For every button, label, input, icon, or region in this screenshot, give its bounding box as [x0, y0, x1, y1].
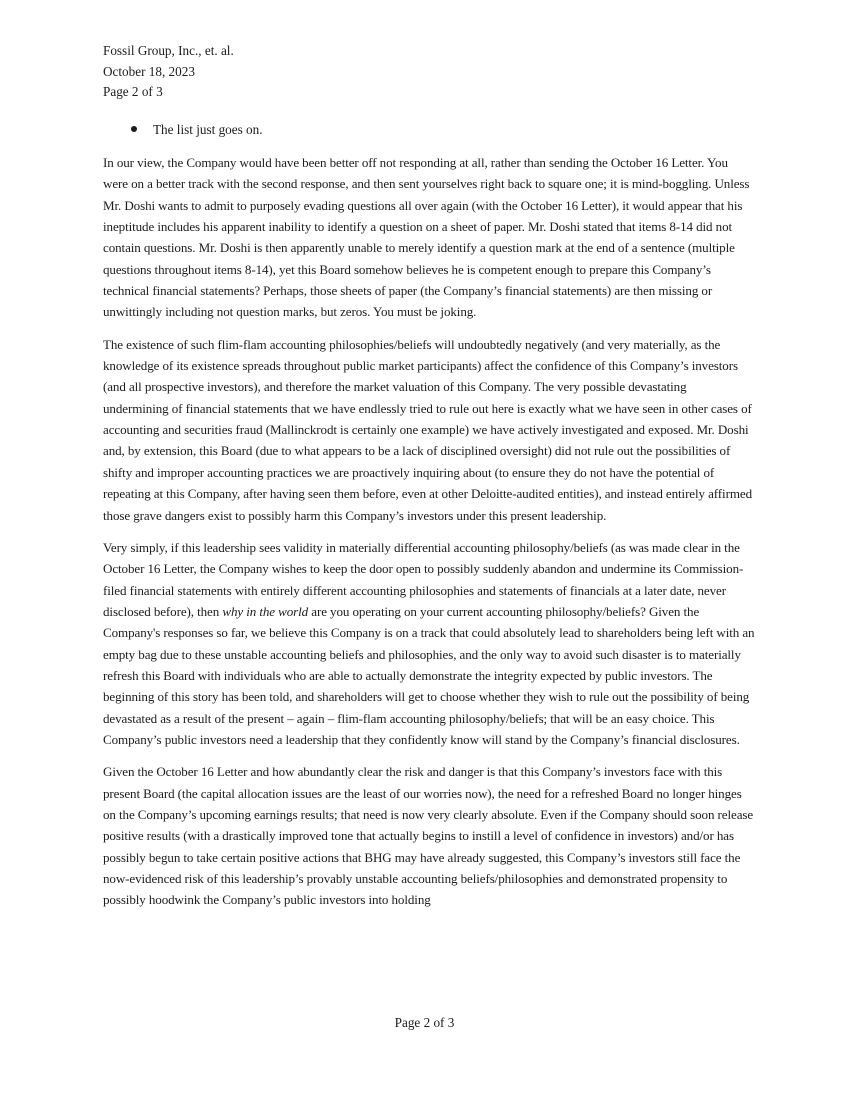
- addressee-company: Fossil Group, Inc., et. al.: [103, 43, 234, 58]
- paragraph-4: Given the October 16 Letter and how abundantly clear the risk and danger is that this Company’s investors face with this present Board (the capital allocation issues are the least of our worries now), the need for a refreshed Board no longer hinges on the Company’s upcoming earnings results; that need is now very clearly absolute. Even if the Company should soon release positive results (with a drastically improved tone that actually begins to instill a level of confidence in investors) and/or has possibly begun to take certain positive actions that BHG may have already suggested, this Company’s investors still face the now-evidenced risk of this leadership’s provably unstable accounting beliefs/philosophies and demonstrated propensity to possibly hoodwink the Company’s public investors into holding: [103, 764, 754, 908]
- bullet-icon: [131, 126, 137, 132]
- bullet-text: The list just goes on.: [153, 122, 263, 137]
- paragraph-3-italic-phrase: why in the world: [222, 603, 309, 619]
- paragraph-3: [103, 537, 755, 750]
- paragraph-2: The existence of such flim-flam accounting philosophies/beliefs will undoubtedly negatively (and very materially, as the knowledge of its existence spreads throughout public market participants) affect the confidence of this Company’s investors (and all prospective investors), and therefore the market valuation of this Company. The very possible devastating undermining of financial statements that we have endlessly tried to rule out here is exactly what we have seen in other cases of accounting and securities fraud (Mallinckrodt is certainly one example) we have actively investigated and exposed. Mr. Doshi and, by extension, this Board (due to what appears to be a lack of disciplined oversight) did not rule out the possibilities of shifty and improper accounting practices we are proactively inquiring about (to ensure they do not have the potential of repeating at this Company, after having seen them before, even at other Deloitte-audited entities), and instead entirely affirmed those grave dangers exist to possibly harm this Company’s investors under this present leadership.: [103, 336, 752, 523]
- paragraph-1: In our view, the Company would have been better off not responding at all, rather than sending the October 16 Letter. You were on a better track with the second response, and then sent yourselves right back to square one; it is mind-boggling. Unless Mr. Doshi wants to admit to purposely evading questions all over again (with the October 16 Letter), it would appear that his ineptitude includes his apparent inability to identify a question on a sheet of paper. Mr. Doshi stated that items 8-14 did not contain questions. Mr. Doshi is then apparently unable to merely identify a question mark at the end of a sentence (multiple questions throughout items 8-14), yet this Board somehow believes he is competent enough to prepare this Company’s technical financial statements? Perhaps, those sheets of paper (the Company’s financial statements) are then missing or unwittingly including not question marks, but zeros. You must be joking.: [103, 155, 750, 320]
- letter-date: October 18, 2023: [103, 63, 195, 79]
- paragraph-3-text-start: Very simply, if this leadership sees validity in materially differential accounting philosophy/beliefs (as was made clear in the October 16 Letter, the Company wishes to keep the door open to possibly suddenly abandon and undermine its Commission-filed financial statements with entirely different accounting philosophies and statements of financials at a later date, never disclosed before), then: [103, 539, 744, 619]
- bullet-item: [131, 120, 263, 141]
- paragraph-3-text-end: are you operating on your current accounting philosophy/beliefs? Given the Company's responses so far, we believe this Company is on a track that could absolutely lead to shareholders being left with an empty bag due to these unstable accounting beliefs and philosophies, and the only way to avoid such disaster is to materially refresh this Board with individuals who are able to actually demonstrate the integrity expected by public investors. The beginning of this story has been told, and shareholders will get to choose whether they wish to rule out the possibility of being devastated as a result of the present – again – flim-flam accounting philosophy/beliefs; that will be an easy choice. This Company’s public investors need a leadership that they confidently know will stand by the Company’s financial disclosures.: [103, 603, 755, 747]
- letter-header: [103, 41, 234, 103]
- header-page-number: Page 2 of 3: [103, 84, 163, 99]
- letter-body: [103, 152, 755, 922]
- footer-page-number: Page 2 of 3: [394, 1015, 455, 1030]
